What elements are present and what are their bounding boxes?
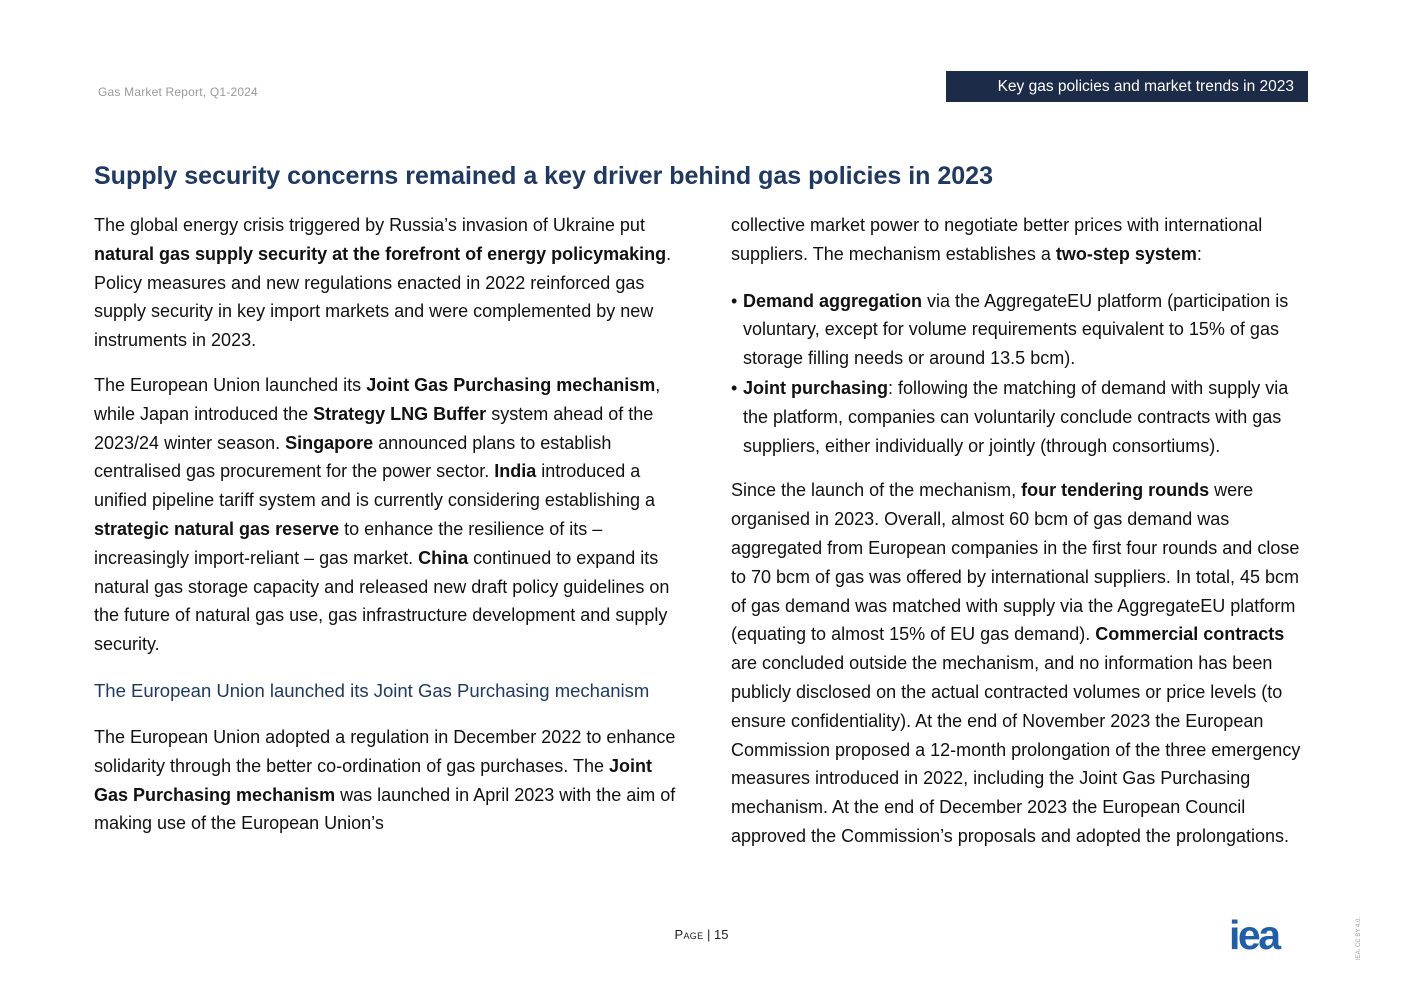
page-number: 15 <box>714 927 729 942</box>
bullet-icon: • <box>731 377 738 398</box>
page-title: Supply security concerns remained a key driver behind gas policies in 2023 <box>94 162 993 190</box>
text-run: was launched in April 2023 with the aim of making use of the European Union’s <box>94 784 676 834</box>
list-item <box>731 374 1315 460</box>
text-run: continued to expand its natural gas storage capacity and released new draft policy guidelines on the future of natural gas use, gas infrastructure development and supply security. <box>94 547 670 655</box>
text-run: via the AggregateEU platform (participation is voluntary, except for volume requirements equivalent to 15% of gas storage filling needs or around 13.5 bcm). <box>743 290 1289 369</box>
text-run: were organised in 2023. Overall, almost 60 bcm of gas demand was aggregated from European companies in the first four rounds and close to 70 bcm of gas was offered by international suppliers. In total, 45 bcm of gas demand was matched with supply via the AggregateEU platform (equating to almost 15% of EU gas demand). <box>731 480 1300 645</box>
emphasis-text: two-step system <box>1055 243 1197 264</box>
section-tag: Key gas policies and market trends in 2023 <box>946 71 1308 102</box>
page-label: Page <box>674 927 704 942</box>
paragraph <box>731 476 1315 850</box>
emphasis-text: Joint Gas Purchasing mechanism <box>366 374 656 395</box>
text-run: system ahead of the 2023/24 winter season. <box>94 403 654 453</box>
emphasis-text: Singapore <box>285 432 374 453</box>
text-run: The global energy crisis triggered by Russia’s invasion of Ukraine put <box>94 215 645 235</box>
text-run: . Policy measures and new regulations enacted in 2022 reinforced gas supply security in key import markets and were complemented by new instruments in 2023. <box>94 243 672 351</box>
text-run: The European Union adopted a regulation in December 2022 to enhance solidarity through the better co-ordination of gas purchases. The <box>94 726 676 776</box>
emphasis-text: Demand aggregation <box>743 290 923 311</box>
page-separator: | <box>703 927 715 942</box>
emphasis-text: India <box>494 461 537 482</box>
right-column <box>731 211 1315 851</box>
text-run: : following the matching of demand with supply via the platform, companies can voluntarily conclude contracts with gas suppliers, either individually or jointly (through consortiums). <box>743 377 1289 456</box>
emphasis-text: Joint purchasing <box>743 377 889 398</box>
paragraph <box>94 211 678 355</box>
text-run: are concluded outside the mechanism, and no information has been publicly disclosed on the actual contracted volumes or price levels (to ensure confidentiality). At the end of November 2023 the European Commission proposed a 12-month prolongation of the three emergency measures introduced in 2022, including the Joint Gas Purchasing mechanism. At the end of December 2023 the European Council approved the Commission’s proposals and adopted the prolongations. <box>731 653 1301 846</box>
text-run: announced plans to establish centralised gas procurement for the power sector. <box>94 432 612 482</box>
iea-logo <box>1229 918 1309 952</box>
list-item-text <box>743 291 1288 369</box>
bullet-icon: • <box>731 290 738 311</box>
section-subheading: The European Union launched its Joint Gas Purchasing mechanism <box>94 679 650 701</box>
bullet-list <box>731 287 1315 461</box>
emphasis-text: Strategy LNG Buffer <box>313 403 487 424</box>
emphasis-text: natural gas supply security at the forefront of energy policymaking <box>94 243 667 264</box>
emphasis-text: four tendering rounds <box>1021 480 1210 501</box>
list-item <box>731 287 1315 373</box>
text-run: Since the launch of the mechanism, <box>731 480 1022 501</box>
emphasis-text: Commercial contracts <box>1095 624 1285 645</box>
page-footer <box>0 927 1403 942</box>
license-note: IEA. CC BY 4.0. <box>1356 917 1362 960</box>
paragraph <box>94 723 678 838</box>
text-run: introduced a unified pipeline tariff system and is currently considering establishing a <box>94 461 655 511</box>
text-run: to enhance the resilience of its – increasingly import-reliant – gas market. <box>94 518 603 568</box>
emphasis-text: Joint Gas Purchasing mechanism <box>94 755 652 805</box>
iea-logo-text: iea <box>1229 918 1279 952</box>
paragraph <box>94 371 678 659</box>
text-run: collective market power to negotiate better prices with international suppliers. The mechanism establishes a <box>731 215 1263 264</box>
paragraph <box>731 211 1315 269</box>
text-run: , while Japan introduced the <box>94 374 661 424</box>
list-item-text <box>743 378 1288 456</box>
left-column <box>94 211 678 838</box>
emphasis-text: China <box>418 547 469 568</box>
running-title: Gas Market Report, Q1-2024 <box>98 85 258 99</box>
text-run: The European Union launched its <box>94 374 367 395</box>
emphasis-text: strategic natural gas reserve <box>94 518 340 539</box>
text-run: : <box>1196 243 1202 264</box>
